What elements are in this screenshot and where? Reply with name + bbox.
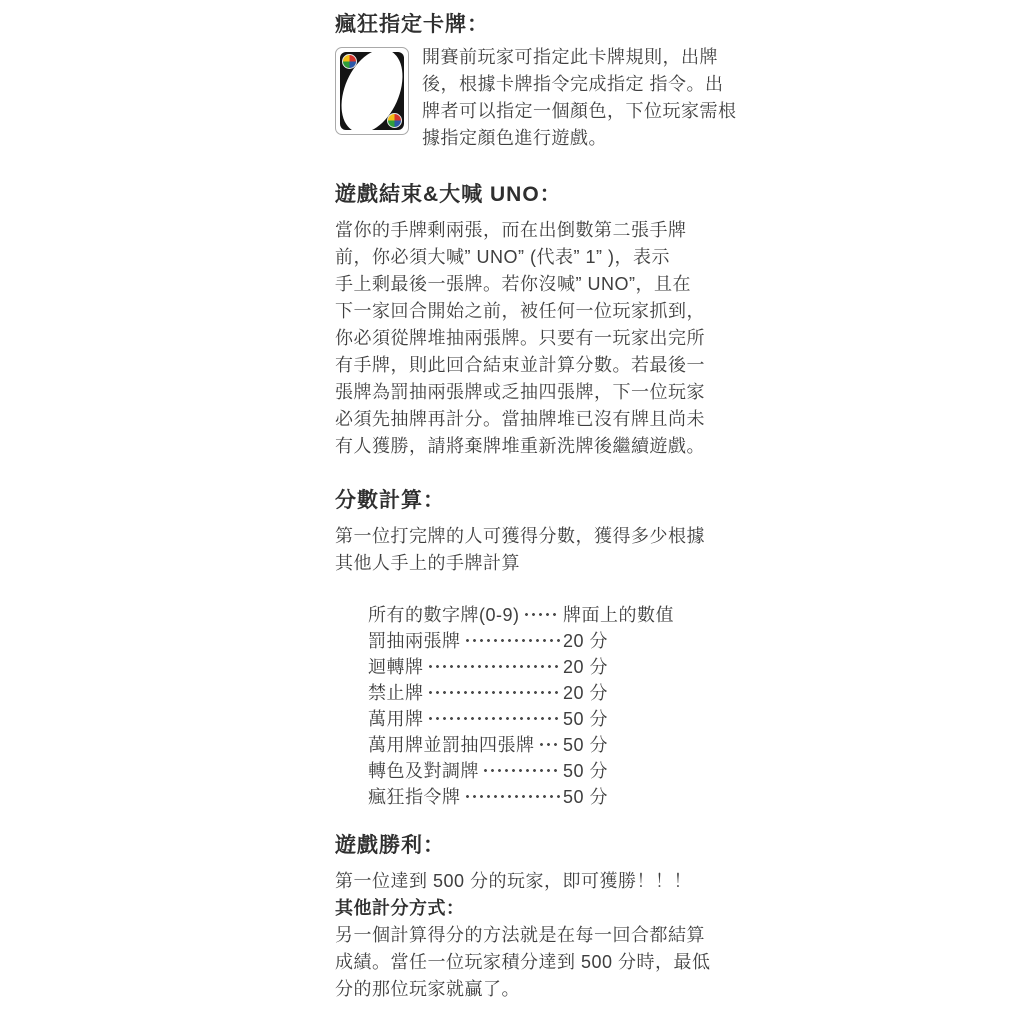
paragraph-line: 當你的手牌剩兩張，而在出倒數第二張手牌 bbox=[335, 220, 687, 240]
dotted-leader bbox=[427, 705, 561, 731]
score-card-name: 萬用牌並罰抽四張牌 bbox=[368, 735, 535, 755]
score-points: 50 分 bbox=[563, 735, 609, 755]
score-points: 牌面上的數值 bbox=[563, 605, 674, 625]
paragraph-line: 據指定顏色進行遊戲。 bbox=[422, 128, 607, 148]
score-points: 50 分 bbox=[563, 787, 609, 807]
score-row bbox=[368, 627, 695, 653]
paragraph-line: 牌者可以指定一個顏色，下位玩家需根 bbox=[422, 101, 737, 121]
paragraph-line: 開賽前玩家可指定此卡牌規則，出牌 bbox=[422, 47, 718, 67]
score-card-name: 瘋狂指令牌 bbox=[368, 787, 461, 807]
victory-paragraph bbox=[335, 868, 711, 1003]
score-row bbox=[368, 705, 695, 731]
paragraph-line: 必須先抽牌再計分。當抽牌堆已沒有牌且尚未 bbox=[335, 409, 705, 429]
paragraph-line: 張牌為罰抽兩張牌或乏抽四張牌，下一位玩家 bbox=[335, 382, 705, 402]
dotted-leader bbox=[538, 731, 561, 757]
score-points: 50 分 bbox=[563, 709, 609, 729]
score-row bbox=[368, 679, 695, 705]
score-row bbox=[368, 653, 695, 679]
score-card-name: 所有的數字牌(0-9) bbox=[368, 605, 520, 625]
paragraph-line: 後，根據卡牌指令完成指定 指令。出 bbox=[422, 74, 724, 94]
score-points: 20 分 bbox=[563, 683, 609, 703]
score-row bbox=[368, 757, 695, 783]
score-points: 20 分 bbox=[563, 657, 609, 677]
paragraph-line: 第一位達到 500 分的玩家，即可獲勝！！！ bbox=[335, 871, 693, 891]
score-card-name: 迴轉牌 bbox=[368, 657, 424, 677]
score-card-name: 轉色及對調牌 bbox=[368, 761, 479, 781]
dotted-leader bbox=[464, 627, 561, 653]
dotted-leader bbox=[427, 653, 561, 679]
paragraph-line: 分的那位玩家就贏了。 bbox=[335, 979, 520, 999]
score-row bbox=[368, 783, 695, 809]
paragraph-line: 另一個計算得分的方法就是在每一回合都結算 bbox=[335, 925, 705, 945]
score-row bbox=[368, 731, 695, 757]
color-wheel-icon bbox=[387, 113, 402, 128]
section-title-game-end: 遊戲結束&大喊 UNO： bbox=[335, 183, 562, 206]
uno-card-back bbox=[340, 52, 404, 130]
paragraph-line: 你必須從牌堆抽兩張牌。只要有一玩家出完所 bbox=[335, 328, 705, 348]
paragraph-line: 其他人手上的手牌計算 bbox=[335, 553, 520, 573]
score-card-name: 罰抽兩張牌 bbox=[368, 631, 461, 651]
dotted-leader bbox=[523, 601, 560, 627]
score-table bbox=[368, 601, 695, 809]
score-card-name: 萬用牌 bbox=[368, 709, 424, 729]
color-wheel-icon bbox=[342, 54, 357, 69]
paragraph-line: 有手牌，則此回合結束並計算分數。若最後一 bbox=[335, 355, 705, 375]
score-card-name: 禁止牌 bbox=[368, 683, 424, 703]
dotted-leader bbox=[464, 783, 561, 809]
section-title-crazy-card: 瘋狂指定卡牌： bbox=[335, 13, 489, 36]
rules-page-content bbox=[335, 12, 737, 1003]
score-points: 20 分 bbox=[563, 631, 609, 651]
victory-subtitle: 其他計分方式： bbox=[335, 898, 465, 918]
score-points: 50 分 bbox=[563, 761, 609, 781]
scoring-intro-paragraph bbox=[335, 523, 703, 577]
paragraph-line: 手上剩最後一張牌。若你沒喊” UNO”，且在 bbox=[335, 274, 691, 294]
section-title-victory: 遊戲勝利： bbox=[335, 834, 445, 857]
dotted-leader bbox=[427, 679, 561, 705]
game-end-paragraph bbox=[335, 217, 703, 460]
paragraph-line: 第一位打完牌的人可獲得分數，獲得多少根據 bbox=[335, 526, 705, 546]
score-row bbox=[368, 601, 695, 627]
paragraph-line: 成績。當任一位玩家積分達到 500 分時，最低 bbox=[335, 952, 711, 972]
paragraph-line: 下一家回合開始之前，被任何一位玩家抓到， bbox=[335, 301, 705, 321]
section-title-scoring: 分數計算： bbox=[335, 489, 445, 512]
paragraph-line: 前，你必須大喊” UNO” (代表” 1” )，表示 bbox=[335, 247, 670, 267]
dotted-leader bbox=[482, 757, 560, 783]
crazy-card-paragraph bbox=[335, 44, 737, 152]
uno-wild-card-image bbox=[335, 47, 409, 135]
paragraph-line: 有人獲勝，請將棄牌堆重新洗牌後繼續遊戲。 bbox=[335, 436, 705, 456]
